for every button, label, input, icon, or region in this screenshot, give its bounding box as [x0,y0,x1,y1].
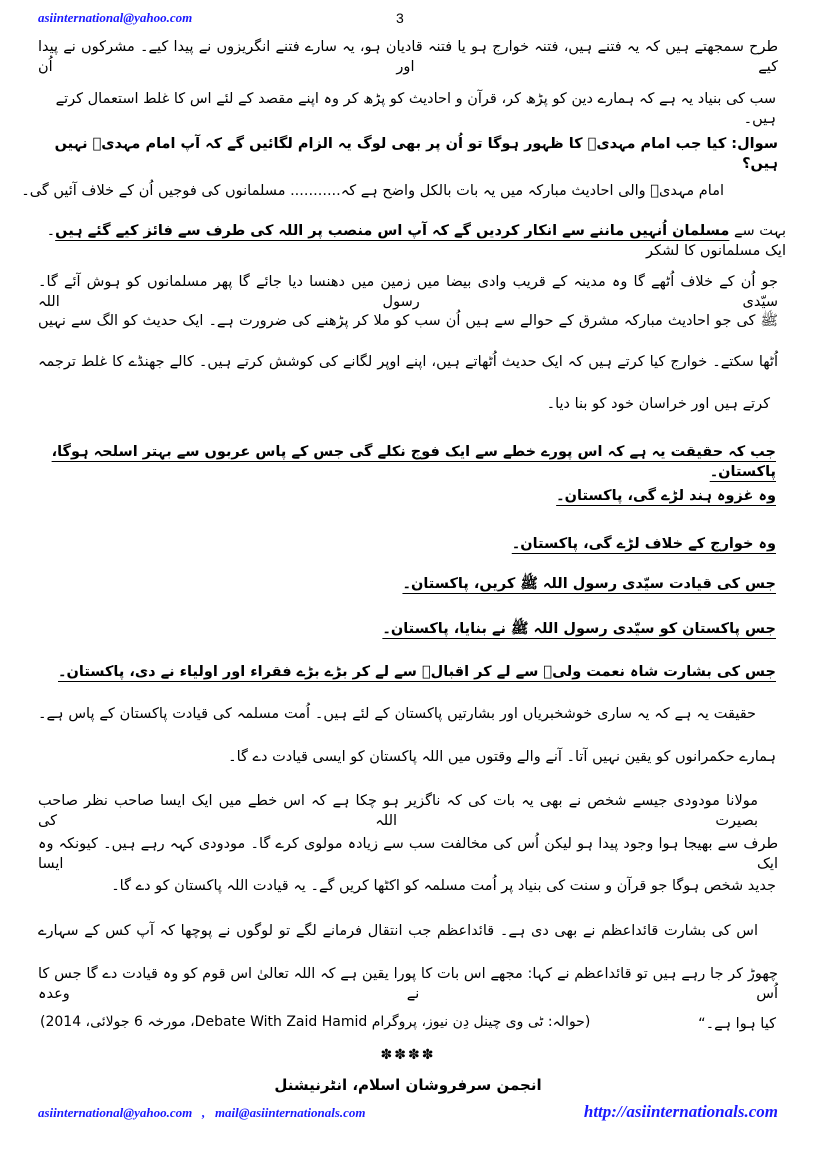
paragraph-line: کرتے ہیں اور خراسان خود کو بنا دیا۔ [546,396,770,412]
footer-email-links[interactable]: asiinternational@yahoo.com , mail@asiinternationals.com [38,1105,366,1120]
emphasized-line: جس پاکستان کو سیّدی رسول اللہ ﷺ نے بنایا، پاکستان۔ [382,621,776,637]
text-segment: بہت سے [733,223,786,239]
paragraph-line: ﷺ کی جو احادیث مبارکہ مشرق کے حوالے سے ہیں اُن سب کو ملا کر پڑھنے کی ضرورت ہے۔ ایک حدیث کو الگ سے نہیں [38,313,778,329]
footer-website-link[interactable]: http://asiinternationals.com [583,1102,778,1121]
paragraph-line: حقیقت یہ ہے کہ یہ ساری خوشخبریاں اور بشارتیں پاکستان کے لئے ہیں۔ اُمت مسلمہ کی قیادت پاکستان کے پاس ہے۔ [38,706,756,722]
emphasized-line: وہ غزوہ ہند لڑے گی، پاکستان۔ [556,488,776,504]
emphasized-line: جس کی قیادت سیّدی رسول اللہ ﷺ کریں، پاکستان۔ [402,576,776,592]
paragraph-line [30,221,786,261]
paragraph-line: ہمارے حکمرانوں کو یقین نہیں آتا۔ آنے والے وقتوں میں اللہ پاکستان کو ایسی قیادت دے گا۔ [228,749,776,765]
emphasized-text: مسلمان اُنہیں ماننے سے انکار کردیں گے کہ آپ اس منصب پر اللہ کی طرف سے فائز کیے گئے ہیں [55,223,730,239]
paragraph-line: جدید شخص ہوگا جو قرآن و سنت کی بنیاد پر اُمت مسلمہ کو اکٹھا کریں گے۔ یہ قیادت اللہ پاکستان کو دے گا۔ [111,878,776,894]
text-segment: ۔ ایک مسلمانوں کا لشکر [46,223,786,259]
paragraph-line: اُٹھا سکتے۔ خوارج کیا کرتے ہیں کہ ایک حدیث اُٹھاتے ہیں، اپنے اوپر لگانے کی کوشش کرتے ہیں۔ کالے جھنڈے کا غلط ترجمہ [38,354,778,370]
page-number: 3 [396,10,404,26]
paragraph-line: چھوڑ کر جا رہے ہیں تو قائداعظم نے کہا: مجھے اس بات کا پورا یقین ہے کہ اللہ تعالیٰ اس قوم کو وہ قیادت دے گا جس کا اُس نے وعدہ [38,966,778,1002]
emphasized-line: وہ خوارج کے خلاف لڑے گی، پاکستان۔ [511,536,776,552]
paragraph-line: مولانا مودودی جیسے شخص نے بھی یہ بات کی کہ ناگزیر ہو چکا ہے کہ اس خطے میں ایک ایسا صاحب نظر صاحب بصیرت اللہ کی [38,793,758,829]
emphasized-line: جس کی بشارت شاہ نعمت ولیؒ سے لے کر اقبالؒ سے لے کر بڑے بڑے فقراء اور اولیاء نے دی، پاکستان۔ [58,664,776,680]
paragraph-line: سب کی بنیاد یہ ہے کہ ہمارے دین کو پڑھ کر، قرآن و احادیث کو پڑھ کر وہ اپنے مقصد کے لئے اس کا غلط استعمال کرتے ہیں۔ [55,91,776,127]
header-email-link[interactable]: asiinternational@yahoo.com [38,10,193,25]
emphasized-line: جب کہ حقیقت یہ ہے کہ اس پورے خطے سے ایک فوج نکلے گی جس کے پاس عربوں سے بہتر اسلحہ ہوگا، پاکستان۔ [51,444,776,480]
question-heading: سوال: کیا جب امام مہدیؑ کا ظہور ہوگا تو اُن پر بھی لوگ یہ الزام لگائیں گے کہ آپ امام مہدیؑ نہیں ہیں؟ [54,136,778,172]
paragraph-line: طرح سمجھتے ہیں کہ یہ فتنے ہیں، فتنہ خوارج ہو یا فتنہ قادیان ہو، یہ سارے فتنے انگریزوں نے پیدا کیے۔ مشرکوں نے پیدا کیے اور اُن [38,39,778,75]
citation: (حوالہ: ٹی وی چینل دِن نیوز، پروگرام Debate With Zaid Hamid، مورخہ 6 جولائی، 2014) [40,1014,591,1030]
paragraph-line: طرف سے بھیجا ہوا وجود پیدا ہو لیکن اُس کی مخالفت سب سے زیادہ مولوی کرے گا۔ مودودی کہہ رہے ہیں۔ کیونکہ وہ ایک ایسا [38,836,778,872]
ornament-divider: ✽✽✽✽ [380,1047,436,1063]
organization-name: انجمن سرفروشان اسلام، انٹرنیشنل [274,1076,542,1094]
paragraph-line: جو اُن کے خلاف اُٹھے گا وہ مدینہ کے قریب وادی بیضا میں زمین میں دھنسا دیا جائے گا پھر مسلمانوں کو ہوش آئے گا۔ سیّدی رسول اللہ [38,274,778,310]
paragraph-line: امام مہدیؑ والی احادیث مبارکہ میں یہ بات بالکل واضح ہے کہ........... مسلمانوں کی فوجیں اُن کے خلاف آئیں گی۔ [21,183,724,199]
paragraph-line: کیا ہوا ہے۔“ [698,1016,776,1032]
paragraph-line: اس کی بشارت قائداعظم نے بھی دی ہے۔ قائداعظم جب انتقال فرمانے لگے تو لوگوں نے پوچھا کہ آپ کس کے سہارے [38,923,758,939]
